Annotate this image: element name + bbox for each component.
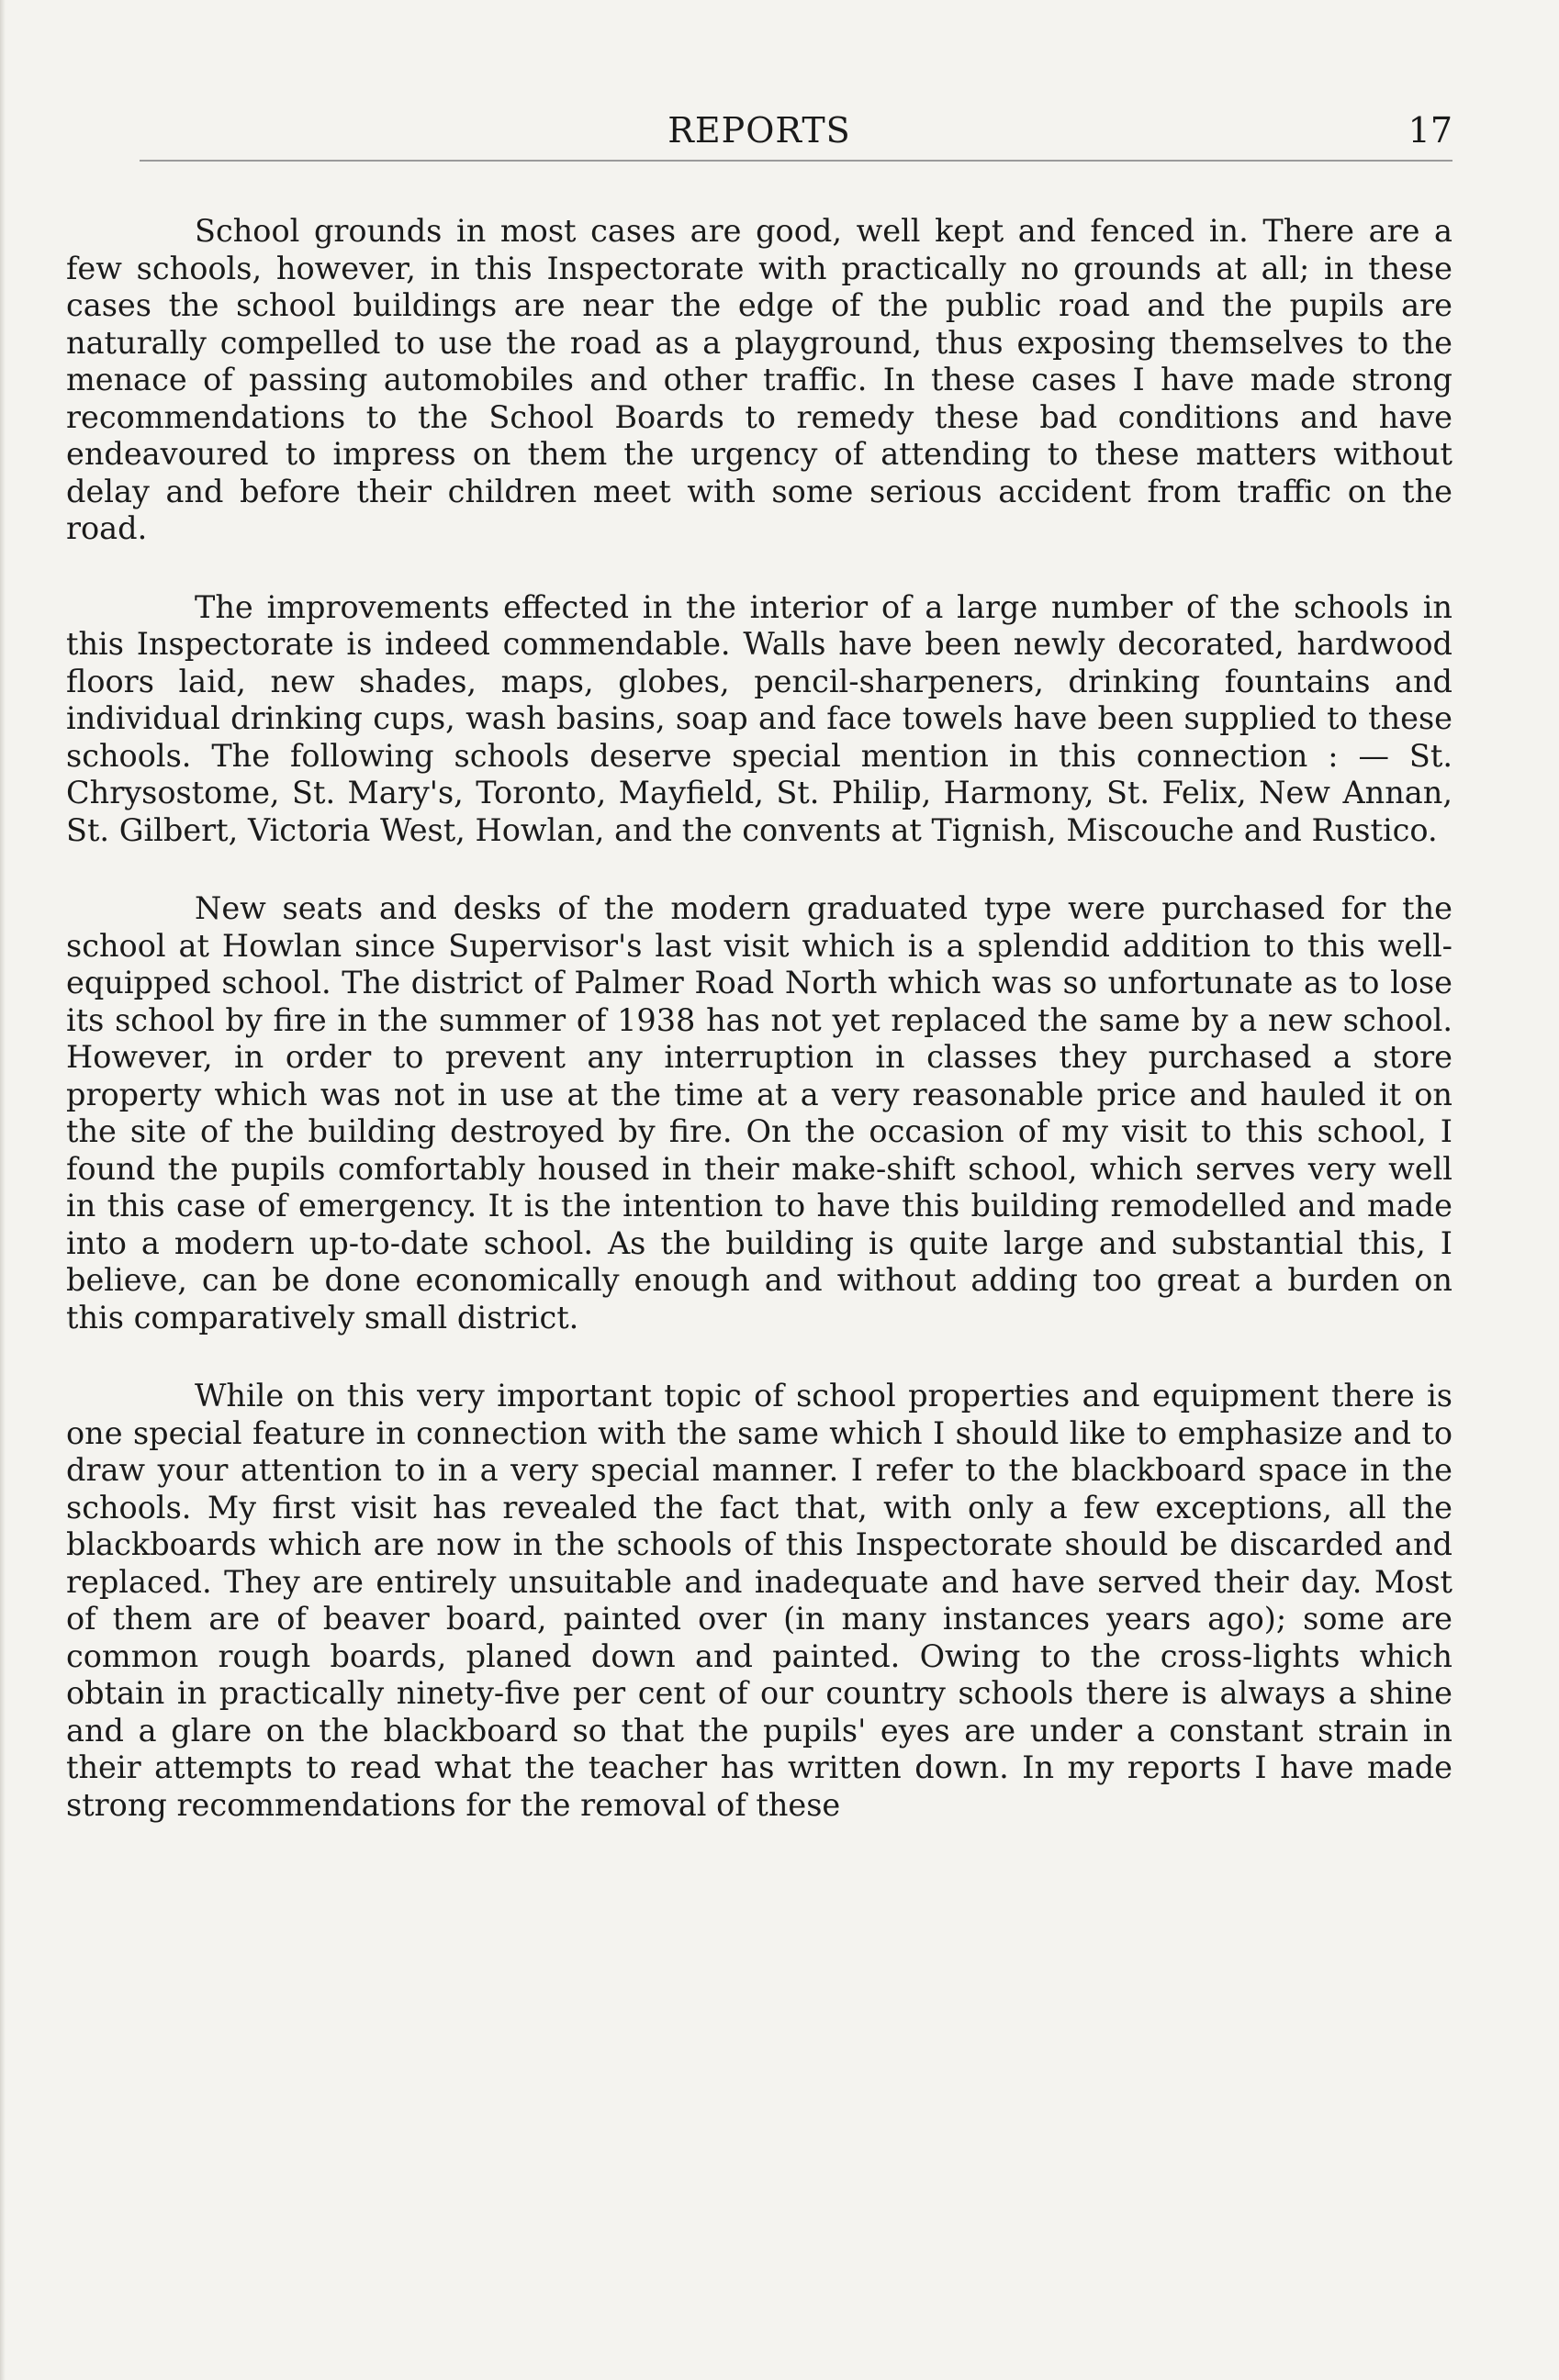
- paragraph-school-grounds: School grounds in most cases are good, well kept and fenced in. There are a few schools, however, in this Inspectorate with practically no grounds at all; in these cases the school buildings are near the edge of the public road and the pupils are naturally compelled to use the road as a playground, thus exposing themselves to the menace of passing automobiles and other traffic. In these cases I have made strong recommendations to the School Boards to remedy these bad conditions and have endeavoured to impress on them the urgency of attending to these matters without delay and before their children meet with some serious accident from traffic on the road.: [66, 213, 1452, 546]
- document-page: [66, 110, 1452, 1865]
- page-header: [66, 110, 1452, 165]
- running-title: REPORTS: [667, 110, 851, 151]
- paragraph-interior-improvements: The improvements effected in the interior of a large number of the schools in this Inspectorate is indeed commendable. Walls have been newly decorated, hardwood floors laid, new shades, maps, globes, pencil-sharpeners, drinking fountains and individual drinking cups, wash basins, soap and face towels have been supplied to these schools. The following schools deserve special mention in this connection : — St. Chrysostome, St. Mary's, Toronto, Mayfield, St. Philip, Harmony, St. Felix, New Annan, St. Gilbert, Victoria West, Howlan, and the convents at Tignish, Miscouche and Rustico.: [66, 588, 1452, 848]
- header-rule: [140, 160, 1452, 162]
- page-edge-shadow: [0, 0, 6, 2380]
- body-text: [66, 213, 1452, 1824]
- page-number: 17: [1408, 110, 1452, 151]
- paragraph-blackboard-space: While on this very important topic of school properties and equipment there is one special feature in connection with the same which I should like to emphasize and to draw your attention to in a very special manner. I refer to the blackboard space in the schools. My first visit has revealed the fact that, with only a few exceptions, all the blackboards which are now in the schools of this Inspectorate should be discarded and replaced. They are entirely unsuitable and inadequate and have served their day. Most of them are of beaver board, painted over (in many instances years ago); some are common rough boards, planed down and painted. Owing to the cross-lights which obtain in practically ninety-five per cent of our country schools there is always a shine and a glare on the blackboard so that the pupils' eyes are under a constant strain in their attempts to read what the teacher has written down. In my reports I have made strong recommendations for the removal of these: [66, 1378, 1452, 1823]
- paragraph-new-seats-and-desks: New seats and desks of the modern graduated type were purchased for the school at Howlan since Supervisor's last visit which is a splendid addition to this well-equipped school. The district of Palmer Road North which was so unfortunate as to lose its school by fire in the summer of 1938 has not yet replaced the same by a new school. However, in order to prevent any interruption in classes they purchased a store property which was not in use at the time at a very reasonable price and hauled it on the site of the building destroyed by fire. On the occasion of my visit to this school, I found the pupils comfortably housed in their make-shift school, which serves very well in this case of emergency. It is the intention to have this building remodelled and made into a modern up-to-date school. As the building is quite large and substantial this, I believe, can be done economically enough and without adding too great a burden on this comparatively small district.: [66, 890, 1452, 1335]
